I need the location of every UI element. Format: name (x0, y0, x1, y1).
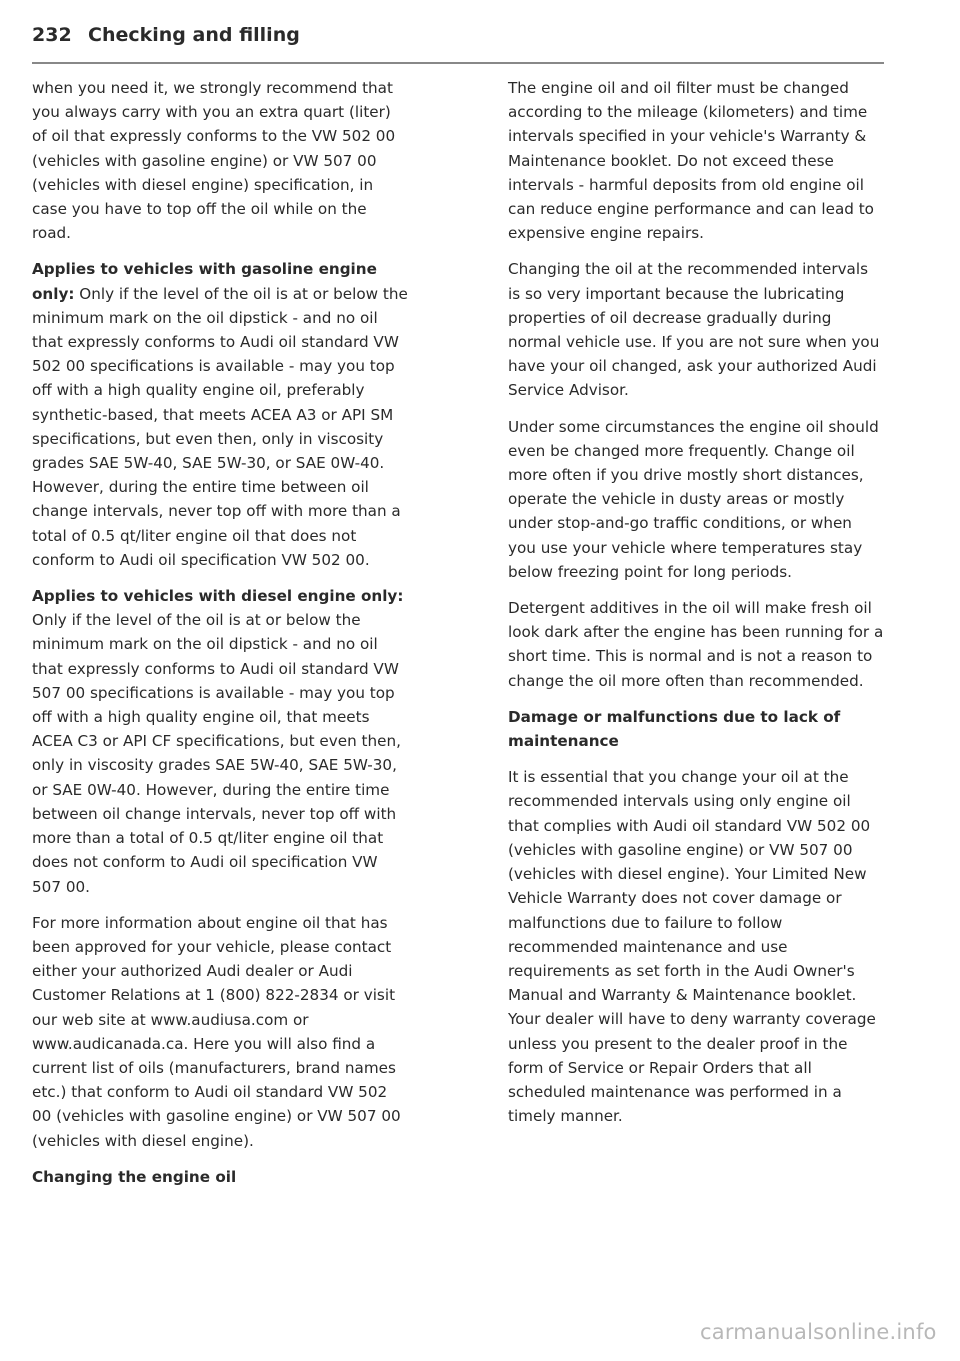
changing-oil-heading: Changing the engine oil (32, 1167, 237, 1186)
page-header (32, 22, 884, 64)
damage-heading: Damage or malfunctions due to lack of maintenance (508, 707, 841, 751)
right-column (508, 76, 884, 1140)
gasoline-heading: Applies to vehicles with gasoline engine only: (32, 260, 377, 303)
paragraph-more-info: For more information about engine oil that has been approved for your vehicle, please contact either your authorized Audi dealer or Audi Customer Relations at 1 (800) 822-2834 or visit our web site at www.audiusa.com or www.audicanada.ca. Here you will also find a current list of oils (manufacturers, brand names etc.) that conform to Audi oil standard VW 502 00 (vehicles with gasoline engine) or VW 507 00 (vehicles with diesel engine). (32, 913, 401, 1150)
gasoline-text: Only if the level of the oil is at or below the minimum mark on the oil dipstick - and no oil that expressly conforms to Audi oil standard VW 502 00 specifications is available - may you top off with a high quality engine oil, preferably synthetic-based, that meets ACEA A3 or API SM specifications, but even then, only in viscosity grades SAE 5W-40, SAE 5W-30, or SAE 0W-40. However, during the entire time between oil change intervals, never top off with more than a total of 0.5 qt/liter engine oil that does not conform to Audi oil specification VW 502 00. (32, 284, 408, 569)
paragraph: Changing the oil at the recommended intervals is so very important because the lubricating properties of oil decrease gradually during normal vehicle use. If you are not sure when you have your oil changed, ask your authorized Audi Service Advisor. (508, 260, 880, 400)
left-column (32, 76, 408, 1201)
diesel-text: Only if the level of the oil is at or below the minimum mark on the oil dipstick - and no oil that expressly conforms to Audi oil standard VW 507 00 specifications is available - may you top off with a high quality engine oil, that meets ACEA C3 or API CF specifications, but even then, only in viscosity grades SAE 5W-40, SAE 5W-30, or SAE 0W-40. However, during the entire time between oil change intervals, never top off with more than a total of 0.5 qt/liter engine oil that does not conform to Audi oil specification VW 507 00. (32, 611, 401, 896)
paragraph: Detergent additives in the oil will make fresh oil look dark after the engine has been running for a short time. This is normal and is not a reason to change the oil more often than recommended. (508, 599, 884, 690)
watermark: carmanualsonline.info (700, 1320, 937, 1344)
section-title: Checking and filling (88, 24, 300, 46)
paragraph: The engine oil and oil filter must be changed according to the mileage (kilometers) and time intervals specified in your vehicle's Warranty & Maintenance booklet. Do not exceed these intervals - harmful deposits from old engine oil can reduce engine performance and can lead to expensive engine repairs. (508, 79, 874, 243)
page-number: 232 (32, 24, 72, 46)
paragraph: It is essential that you change your oil at the recommended intervals using only engine oil that complies with Audi oil standard VW 502 00 (vehicles with gasoline engine) or VW 507 00 (vehicles with diesel engine). Your Limited New Vehicle Warranty does not cover damage or malfunctions due to failure to follow recommended maintenance and use requirements as set forth in the Audi Owner's Manual and Warranty & Maintenance booklet. Your dealer will have to deny warranty coverage unless you present to the dealer proof in the form of Service or Repair Orders that all scheduled maintenance was performed in a timely manner. (508, 768, 876, 1126)
paragraph: when you need it, we strongly recommend that you always carry with you an extra quart (liter) of oil that expressly conforms to the VW 502 00 (vehicles with gasoline engine) or VW 507 00 (vehicles with diesel engine) specification, in case you have to top off the oil while on the road. (32, 79, 396, 243)
paragraph: Under some circumstances the engine oil should even be changed more frequently. Change oil more often if you drive mostly short distances, operate the vehicle in dusty areas or mostly under stop-and-go traffic conditions, or when you use your vehicle where temperatures stay below freezing point for long periods. (508, 417, 879, 581)
paragraph-gasoline (32, 257, 408, 572)
diesel-heading: Applies to vehicles with diesel engine only: (32, 587, 404, 606)
